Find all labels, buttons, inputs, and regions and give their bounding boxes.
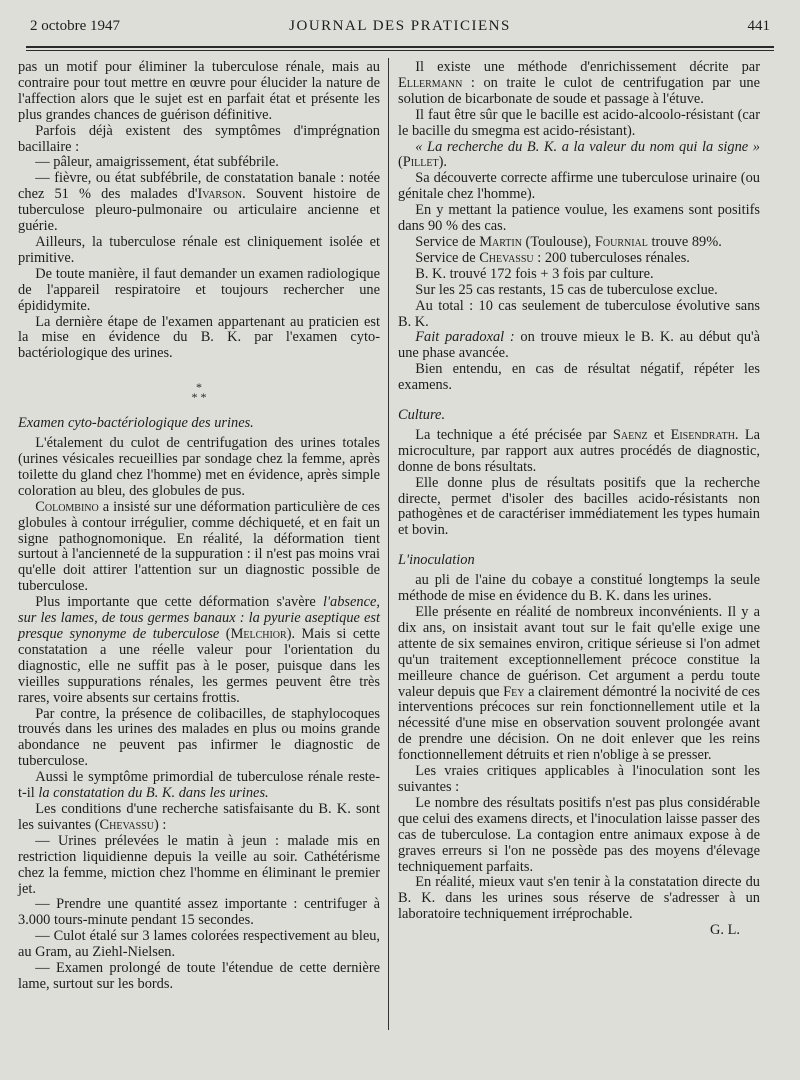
author-name: Martin <box>479 233 522 250</box>
paragraph <box>18 171 380 235</box>
text: ). <box>438 154 447 171</box>
paragraph: Par contre, la présence de colibacilles, de staphylocoques trouvés dans les urines des malades en plus ou moins grande abondance ne peuvent pas infirmer le diagnostic de tuberculose. <box>18 705 380 770</box>
paragraph: Elle donne plus de résultats positifs que la recherche directe, permet d'isoler des bacilles acido-résistants non pathogènes et de caractériser immédiatement les types humain et bovin. <box>398 474 760 539</box>
paragraph <box>18 770 380 802</box>
text: Service de <box>415 249 480 266</box>
text: Il existe une méthode d'enrichissement décrite par <box>415 59 760 75</box>
paragraph <box>398 140 760 172</box>
paragraph: En réalité, mieux vaut s'en tenir à la constatation directe du B. K. dans les urines sous réserve de s'adresser à un laboratoire techniquement irréprochable. <box>398 874 760 923</box>
author-name: Melchior <box>230 626 287 642</box>
paragraph: Sa découverte correcte affirme une tuberculose urinaire (ou génitale chez l'homme). <box>398 170 760 203</box>
paragraph <box>398 428 760 476</box>
author-name: Ivarson <box>197 186 243 203</box>
paragraph <box>398 235 760 251</box>
paragraph: B. K. trouvé 172 fois + 3 fois par culture. <box>415 265 654 282</box>
column-divider <box>388 58 389 1030</box>
paragraph <box>18 500 380 595</box>
paragraph: — Examen prolongé de toute l'étendue de cette dernière lame, surtout sur les bords. <box>18 960 380 992</box>
header-rule <box>26 46 774 48</box>
text: ( <box>219 626 231 642</box>
text: . Souvent histoire de tuberculose pleuro-pulmonaire ou articulaire ancienne et guérie. <box>18 186 380 235</box>
paragraph <box>398 605 760 764</box>
text: ) : <box>153 816 167 833</box>
emphasis: l'absence, sur les lames, de tous germes banaux : la pyurie aseptique est presque synonyme de tuberculose <box>18 594 380 642</box>
section-separator <box>18 380 380 405</box>
author-name: Fournial <box>594 233 648 250</box>
text: ( <box>398 154 403 171</box>
text: Service de <box>415 233 480 250</box>
header-rule-thin <box>26 50 774 51</box>
author-name: Chevassu <box>479 249 534 266</box>
emphasis: la constatation du B. K. dans les urines. <box>38 785 269 802</box>
text: a clairement démontré la nocivité de ces interventions précoces sur rein fonctionnellement utile et la nécessité d'une mise en observation souvent prolongée avant de prendre une décision. On ne doit enlever que les reins fonctionnellement détruits et rien n'oblige à se presser. <box>398 683 760 764</box>
text: (Toulouse), <box>521 233 595 250</box>
paragraph: — Culot étalé sur 3 lames colorées respectivement au bleu, au Gram, au Ziehl-Nielsen. <box>18 928 380 961</box>
text: ). Mais si cette constatation a une réelle valeur pour l'orientation du diagnostic, elle ne suffit pas à le poser, puisque dans les vieilles suppurations rénales, les germes peuvent être très rares, voire absents sur certains frottis. <box>18 626 381 706</box>
author-name: Saenz <box>612 426 648 443</box>
text: on trouve mieux le B. K. au début qu'à une phase avancée. <box>398 329 760 362</box>
paragraph: — pâleur, amaigrissement, état subfébrile. <box>35 154 279 171</box>
paragraph: — Prendre une quantité assez importante : centrifuger à 3.000 tours-minute pendant 15 secondes. <box>18 896 380 929</box>
author-name: Chevassu <box>99 816 154 833</box>
author-name: Colombino <box>35 498 99 515</box>
author-name: Fey <box>503 683 525 700</box>
paragraph <box>398 60 760 108</box>
paragraph: Sur les 25 cas restants, 15 cas de tuberculose exclue. <box>415 281 718 298</box>
paragraph: au pli de l'aine du cobaye a constitué longtemps la seule méthode de mise en évidence du B. K. dans les urines. <box>398 572 760 605</box>
text: Aussi le symptôme primordial de tuberculose rénale reste-t-il <box>18 769 380 802</box>
paragraph: L'étalement du culot de centrifugation des urines totales (urines vésicales recueillies par sondage chez la femme, après toilette du gland chez l'homme) met en évidence, après simple coloration au bleu, des globules de pus. <box>18 435 380 499</box>
section-heading: Examen cyto-bactériologique des urines. <box>18 415 254 432</box>
signature: G. L. <box>710 922 740 939</box>
right-column <box>398 60 760 939</box>
text: Les conditions d'une recherche satisfaisante du B. K. sont les suivantes ( <box>18 800 380 833</box>
text: : 200 tuberculoses rénales. <box>533 249 690 266</box>
page-header <box>30 12 770 42</box>
emphasis: Fait paradoxal : <box>415 329 515 346</box>
author-name: Eisendrath <box>670 426 735 443</box>
paragraph: Le nombre des résultats positifs n'est pas plus considérable que celui des examens directs, et l'inoculation laisse passer des cas de tuberculose. La contagion entre animaux expose à de graves erreurs si l'on ne possède pas des moyens d'élevage techniquement parfaits. <box>398 794 760 875</box>
paragraph <box>18 802 380 834</box>
paragraph: — Urines prélevées le matin à jeun : malade mis en restriction liquidienne depuis la veille au soir. Cathétérisme chez la femme, miction chez l'homme en éliminant le premier jet. <box>18 832 380 897</box>
journal-title: JOURNAL DES PRATICIENS <box>289 18 511 34</box>
text: : on traite le culot de centrifugation par une solution de bicarbonate de soude et passage à l'étuve. <box>398 74 760 107</box>
paragraph: Les vraies critiques applicables à l'inoculation sont les suivantes : <box>398 763 760 795</box>
text: — fièvre, ou état subfébrile, de constatation banale : notée chez 51 % des malades d' <box>18 170 380 203</box>
author-name: Pillet <box>402 154 439 171</box>
text: La technique a été précisée par <box>415 426 613 443</box>
paragraph: La dernière étape de l'examen appartenant au praticien est la mise en évidence du B. K. par l'examen cyto-bactériologique des urines. <box>18 313 380 362</box>
text: Elle présente en réalité de nombreux inconvénients. Il y a dix ans, on insistait avant tout sur le fait qu'elle exige une attente de six semaines environ, critique sérieuse si l'on admet qu'un traitement exceptionnellement précoce constitue la meilleure chance de guérison. Cet argument a perdu toute valeur depuis que <box>398 604 760 700</box>
spacer <box>398 394 760 408</box>
text: . La microculture, par rapport aux autres procédés de diagnostic, donne de bons résultats. <box>398 426 761 475</box>
text: et <box>647 426 671 443</box>
text: a insisté sur une déformation particulière de ces globules à contour irrégulier, comme déchiqueté, et en fait un signe pathognomonique. En réalité, la déformation tient surtout à l'ancienneté de la suppuration : il n'est pas moins vrai qu'elle doit attirer l'attention sur un diagnostic possible de tuberculose. <box>18 498 380 595</box>
text: Plus importante que cette déformation s'avère <box>35 594 323 611</box>
text: trouve 89%. <box>647 233 722 250</box>
left-column <box>18 60 380 993</box>
paragraph <box>398 330 760 362</box>
paragraph <box>18 595 380 706</box>
paragraph: Ailleurs, la tuberculose rénale est cliniquement isolée et primitive. <box>18 233 380 266</box>
paragraph: Il faut être sûr que le bacille est acido-alcoolo-résistant (car le bacille du smegma est acido-résistant). <box>398 106 760 139</box>
paragraph: pas un motif pour éliminer la tuberculose rénale, mais au contraire pour tout mettre en œuvre pour élucider la nature de l'affection alors que le sujet est en parfait état et présente les plus grandes chances de guérison définitive. <box>18 59 380 123</box>
author-name: Ellermann <box>398 74 463 91</box>
section-heading: L'inoculation <box>398 552 475 569</box>
paragraph: Parfois déjà existent des symptômes d'imprégnation bacillaire : <box>18 122 380 155</box>
page-number: 441 <box>747 18 770 34</box>
paragraph: En y mettant la patience voulue, les examens sont positifs dans 90 % des cas. <box>398 202 760 235</box>
paragraph <box>398 251 760 267</box>
section-heading: Culture. <box>398 407 446 424</box>
issue-date: 2 octobre 1947 <box>30 18 120 34</box>
quotation: « La recherche du B. K. a la valeur du nom qui la signe » <box>415 138 760 155</box>
star: * <box>196 380 202 395</box>
spacer <box>398 539 760 553</box>
paragraph: Au total : 10 cas seulement de tuberculose évolutive sans B. K. <box>398 297 760 330</box>
stars: * * <box>191 390 207 405</box>
paragraph: De toute manière, il faut demander un examen radiologique de l'appareil respiratoire et toujours rechercher une épididymite. <box>18 265 380 314</box>
paragraph: Bien entendu, en cas de résultat négatif, répéter les examens. <box>398 361 760 394</box>
